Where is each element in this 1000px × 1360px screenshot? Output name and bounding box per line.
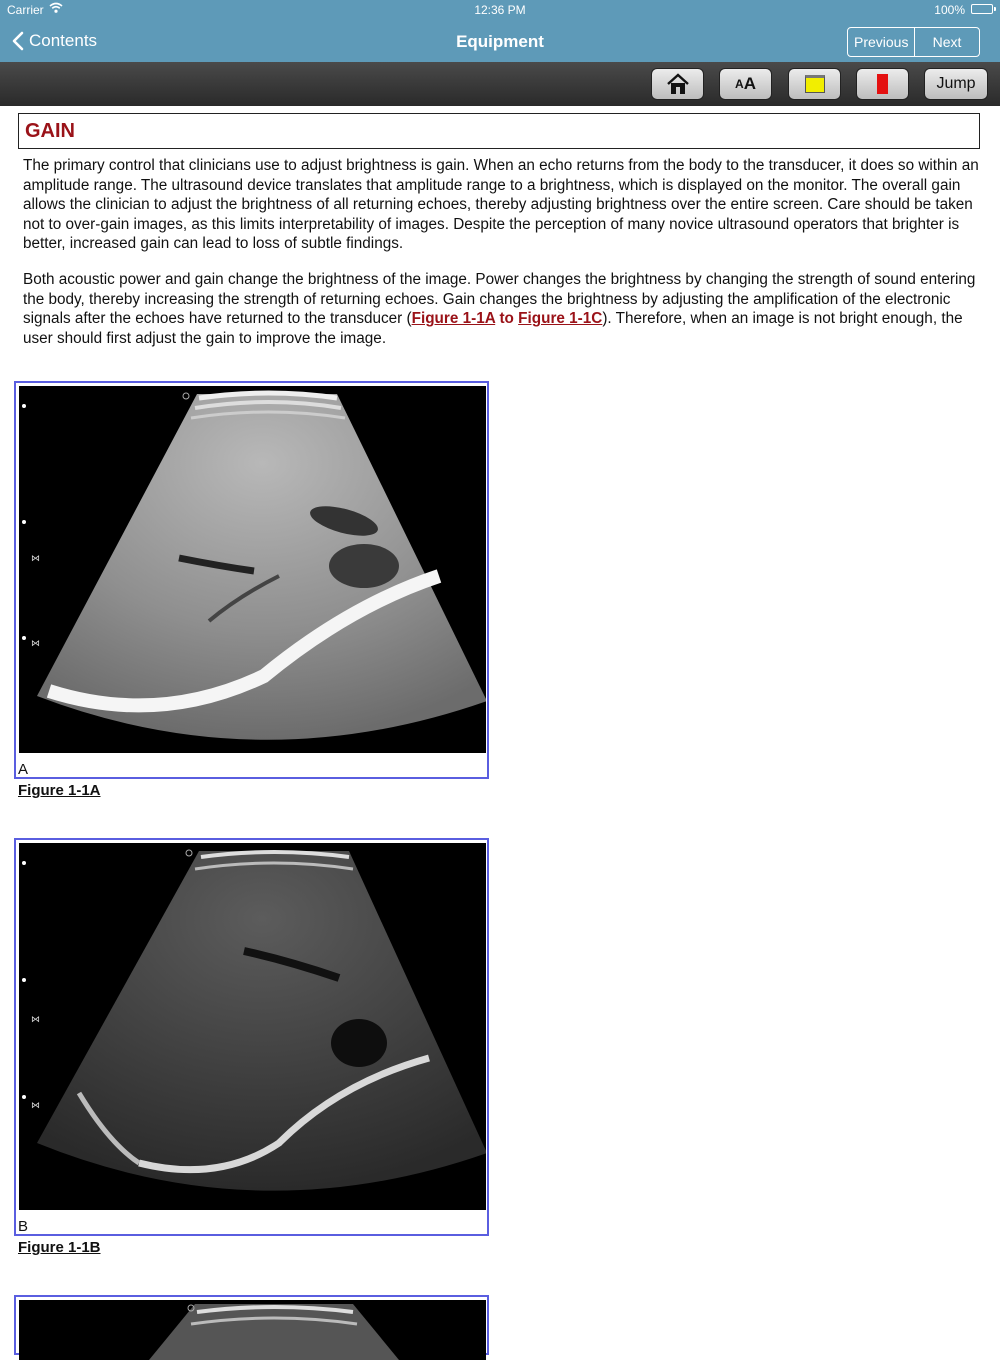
- home-icon: [666, 73, 690, 95]
- bookmark-icon: [877, 74, 888, 94]
- battery-percent: 100%: [934, 3, 965, 17]
- bookmark-button[interactable]: [856, 68, 909, 100]
- prev-next-control: [847, 27, 980, 57]
- font-size-icon-small: A: [735, 77, 744, 91]
- jump-button[interactable]: Jump: [924, 68, 988, 100]
- page-title: Equipment: [456, 32, 544, 51]
- paragraph-2: [23, 270, 983, 348]
- notes-button[interactable]: [788, 68, 841, 100]
- note-icon: [805, 75, 825, 93]
- font-size-icon-big: A: [743, 74, 756, 93]
- top-bar: [0, 0, 1000, 62]
- nav-bar: [0, 20, 1000, 62]
- figure-1-1b-caption[interactable]: Figure 1-1B: [18, 1239, 101, 1256]
- next-button[interactable]: Next: [932, 34, 962, 50]
- previous-button[interactable]: Previous: [848, 28, 915, 56]
- ultrasound-image-b: [19, 843, 486, 1210]
- figure-1-1a[interactable]: [14, 381, 489, 779]
- toolbar: [0, 62, 1000, 106]
- ultrasound-image-c: [19, 1300, 486, 1360]
- status-bar: [0, 0, 1000, 20]
- back-label: Contents: [29, 31, 98, 50]
- figure-1-1c-link[interactable]: Figure 1-1C: [518, 310, 603, 328]
- figure-1-1a-link[interactable]: Figure 1-1A: [411, 310, 496, 328]
- svg-text:⋈: ⋈: [31, 1015, 40, 1025]
- ultrasound-image-a: [19, 386, 486, 753]
- battery-icon: [971, 4, 993, 14]
- home-button[interactable]: [651, 68, 704, 100]
- figure-1-1b[interactable]: [14, 838, 489, 1236]
- svg-text:⋈: ⋈: [31, 554, 40, 564]
- section-heading: GAIN: [18, 113, 980, 149]
- paragraph-1: The primary control that clinicians use to adjust brightness is gain. When an echo returns from the body to the transducer, it does so within an amplitude range. The ultrasound device translates that amplitude range to a brightness, which is displayed on the monitor. The overall gain allows the clinician to adjust the brightness of all returning echoes, thereby adjusting brightness over the entire screen. Care should be taken not to over-gain images, as this limits interpretability of images. Despite the perception of many novice ultrasound operators that brighter is better, increased gain can lead to loss of subtle findings.: [23, 157, 979, 253]
- paragraph-2-text-b: ). Therefore, when an image is not bright enough, the user should first adjust the gain to improve the image.: [23, 310, 963, 347]
- paragraph-2-text-a: Both acoustic power and gain change the brightness of the image. Power changes the brightness by changing the strength of sound entering the body, thereby increasing the strength of returning echoes. Gain changes the brightness by adjusting the amplification of the electronic signals after the echoes have returned to the transducer (: [23, 271, 976, 328]
- figure-1-1a-caption[interactable]: Figure 1-1A: [18, 782, 101, 799]
- figure-letter-a: A: [18, 761, 29, 778]
- svg-text:⋈: ⋈: [31, 639, 40, 649]
- carrier-label: Carrier: [7, 3, 44, 17]
- svg-text:⋈: ⋈: [31, 1101, 40, 1111]
- font-size-button[interactable]: [719, 68, 772, 100]
- clock: 12:36 PM: [474, 3, 526, 17]
- figure-letter-b: B: [18, 1218, 29, 1235]
- figure-1-1c[interactable]: [14, 1295, 489, 1355]
- link-separator: to: [495, 310, 519, 328]
